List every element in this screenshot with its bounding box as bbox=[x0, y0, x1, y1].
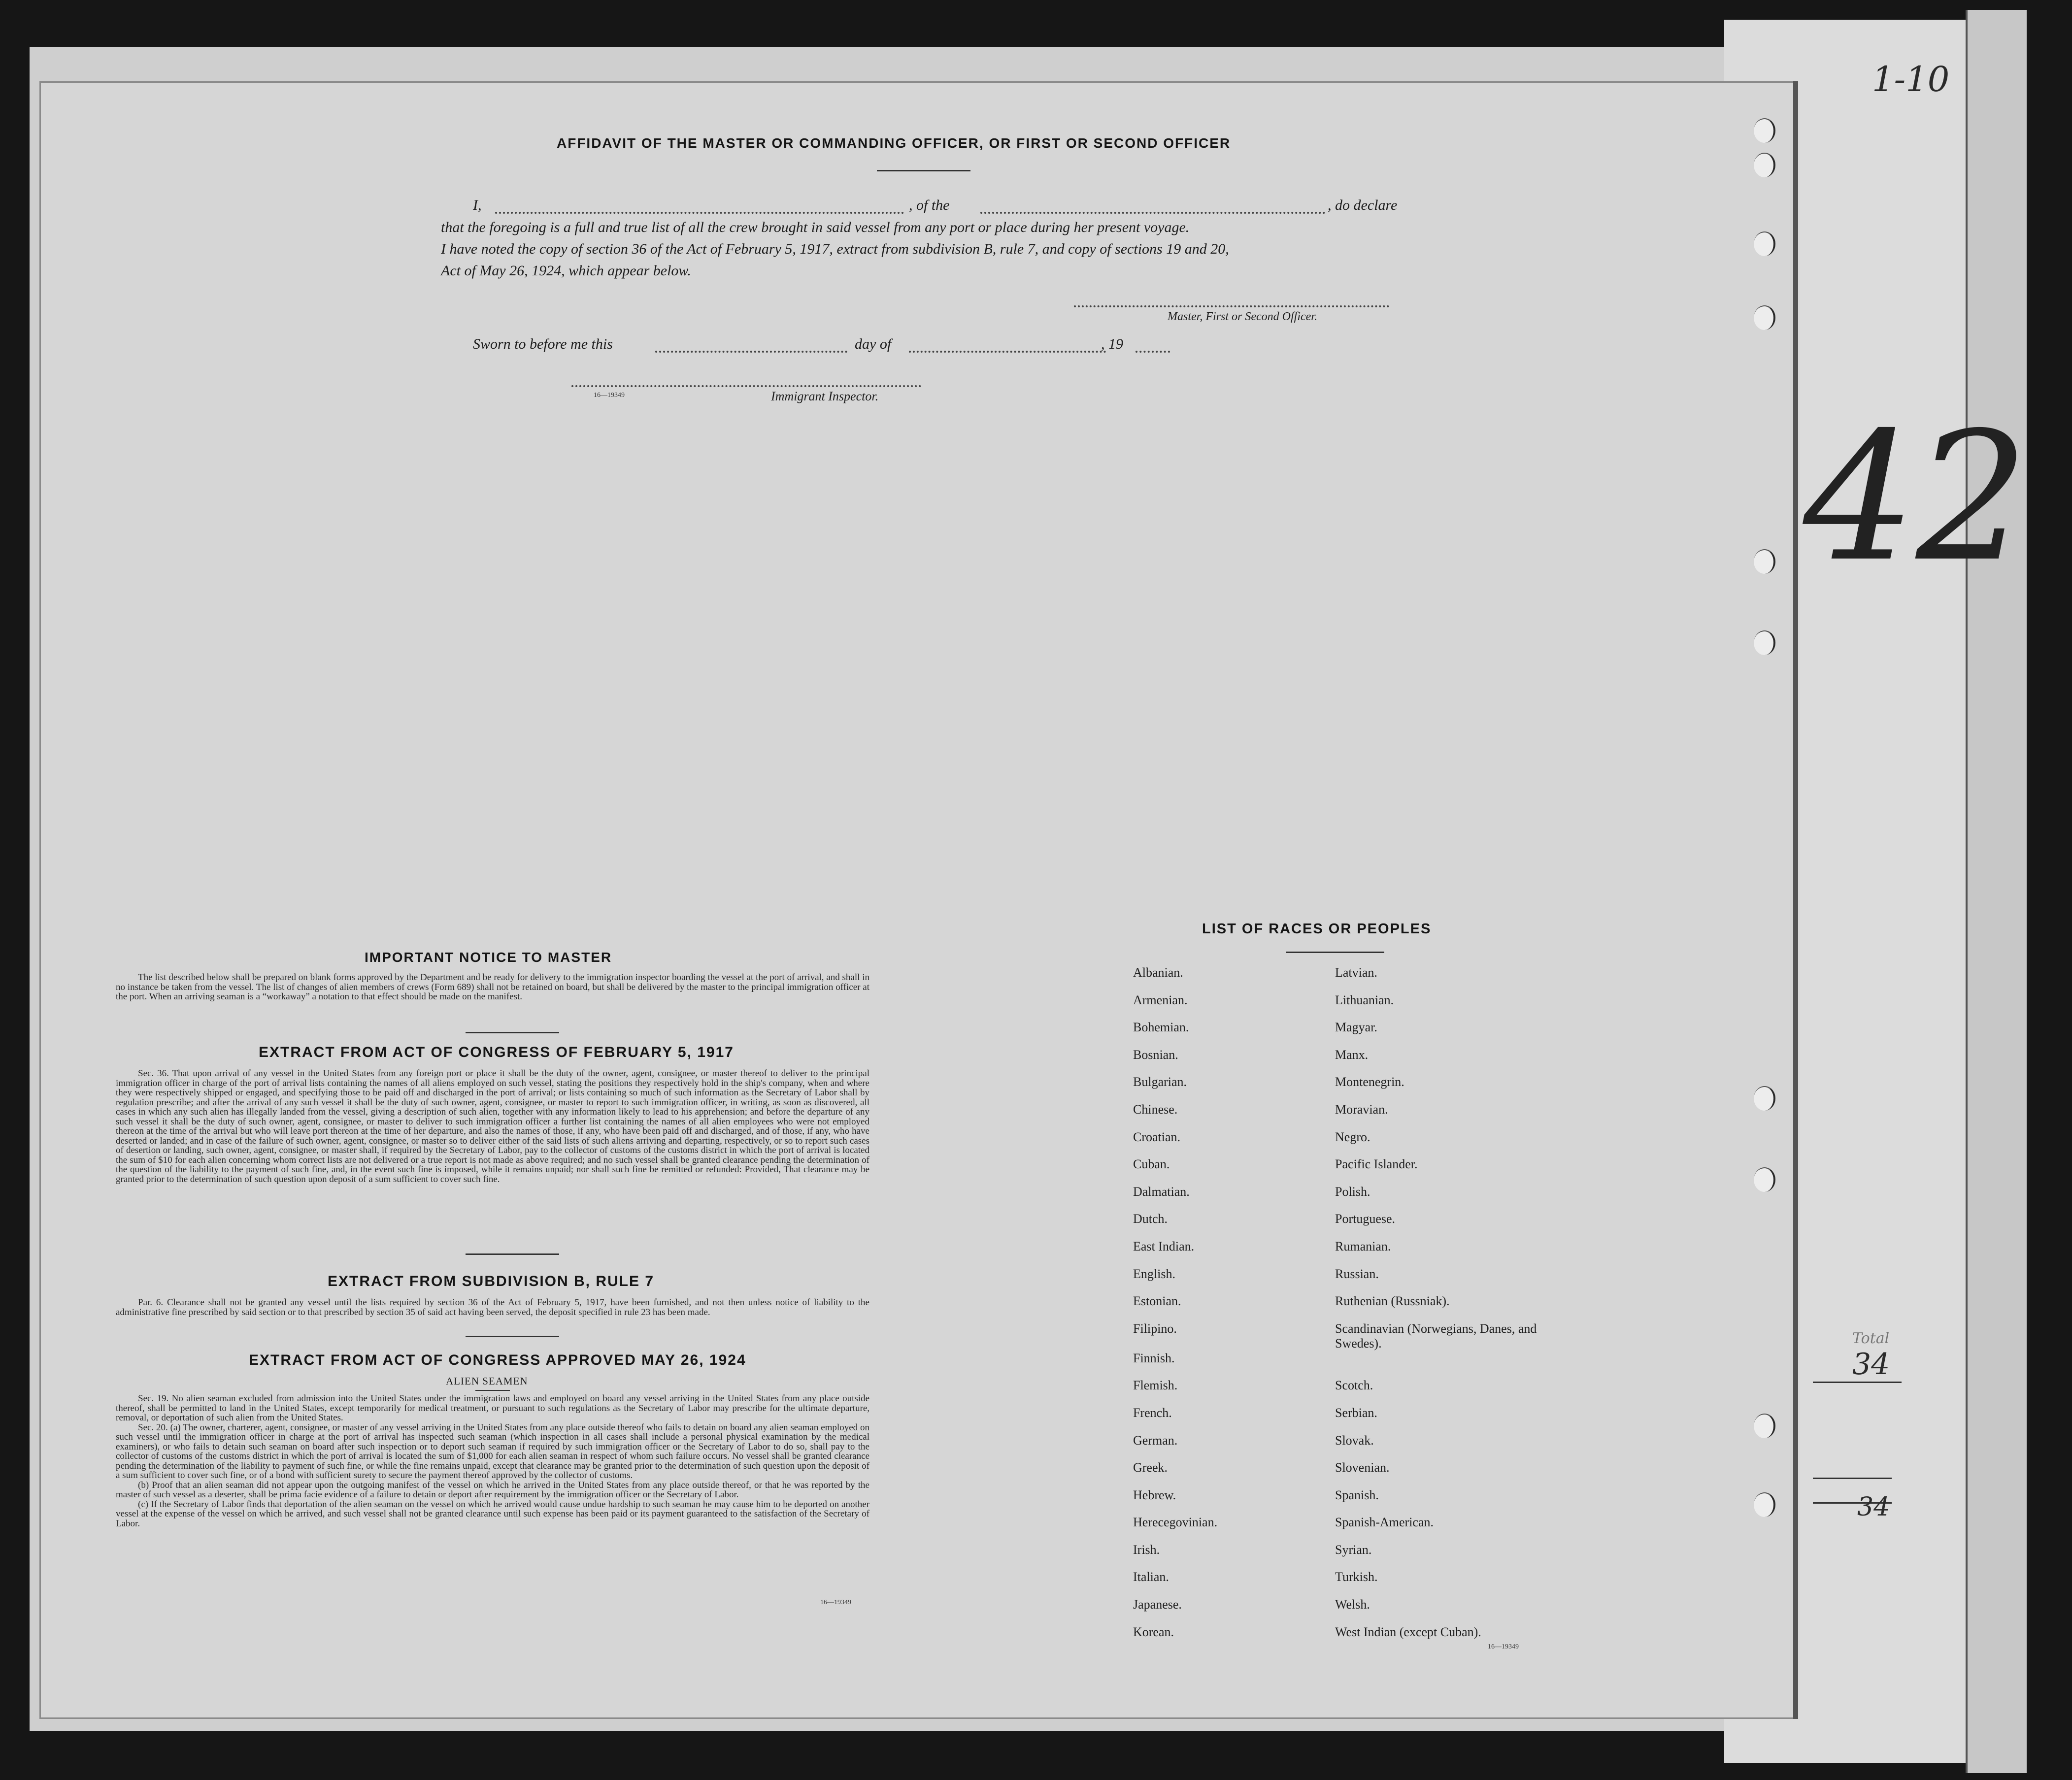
rule-7-paragraph: Par. 6. Clearance shall not be granted any vessel until the lists required by section 36 of the Act of February 5, 1917, have been furnished, and not then unless notice of liability to the administrative fine prescribed by said section or to that prescribed by section 35 of said act having been served, the deposit specified in rule 23 has been made. bbox=[116, 1297, 869, 1318]
race-left: Chinese. bbox=[1133, 1102, 1178, 1117]
races-row bbox=[1133, 1515, 1567, 1543]
name-field[interactable] bbox=[495, 212, 904, 214]
race-right: Portuguese. bbox=[1335, 1212, 1396, 1226]
extract-1917-title: EXTRACT FROM ACT OF CONGRESS OF FEBRUARY 5, 1917 bbox=[259, 1044, 734, 1060]
of-the-label: , of the bbox=[909, 197, 950, 213]
section-20c-paragraph: (c) If the Secretary of Labor finds that deportation of the alien seaman on the vessel on which he arrived would cause undue hardship to such seaman he may cause him to be deported on another vessel at the expense of the vessel on which he arrived, and such vessel shall not be granted clearance until such expense has been paid or its payment guaranteed to the satisfaction of the Secretary of Labor. bbox=[116, 1499, 869, 1529]
races-row bbox=[1133, 1597, 1567, 1625]
affidavit-line-3: I have noted the copy of section 36 of the Act of February 5, 1917, extract from subdivision B, rule 7, and copy of sections 19 and 20, bbox=[441, 241, 1229, 257]
tally-line bbox=[1813, 1382, 1902, 1383]
races-row bbox=[1133, 1239, 1567, 1267]
sworn-month-field[interactable] bbox=[909, 351, 1106, 353]
races-row bbox=[1133, 1433, 1567, 1461]
race-right: Lithuanian. bbox=[1335, 992, 1394, 1007]
race-right: Moravian. bbox=[1335, 1102, 1388, 1117]
punch-hole bbox=[1754, 305, 1775, 330]
race-right bbox=[1335, 1351, 1567, 1379]
race-left: German. bbox=[1133, 1433, 1178, 1448]
sworn-day-field[interactable] bbox=[655, 351, 847, 353]
races-row bbox=[1133, 1130, 1567, 1157]
affidavit-line-2: that the foregoing is a full and true list of all the crew brought in said vessel from any port or place during her present voyage. bbox=[441, 219, 1190, 235]
handwritten-corner-number: 1-10 bbox=[1872, 59, 1950, 99]
races-row bbox=[1133, 993, 1567, 1021]
race-right: Negro. bbox=[1335, 1129, 1370, 1144]
races-row bbox=[1133, 1406, 1567, 1433]
alien-seamen-subtitle: ALIEN SEAMEN bbox=[446, 1375, 528, 1387]
section-19-paragraph: Sec. 19. No alien seaman excluded from admission into the United States under the immigration laws and employed on board any vessel arriving in the United States from any place outside thereof, shall be permitted to land in the United States, except temporarily for medical treatment, or pursuant to such regulations as the Secretary of Labor may prescribe for the ultimate departure, removal, or deportation of such alien from the United States. bbox=[116, 1393, 869, 1423]
punch-hole bbox=[1754, 549, 1775, 574]
races-row bbox=[1133, 1075, 1567, 1102]
notice-text bbox=[116, 973, 869, 1002]
notice-rule bbox=[466, 1032, 559, 1033]
races-row bbox=[1133, 1157, 1567, 1185]
race-right: Turkish. bbox=[1335, 1570, 1378, 1584]
section-36-paragraph: Sec. 36. That upon arrival of any vessel in the United States from any foreign port or place it shall be the duty of the owner, agent, consignee, or master thereof to deliver to the principal immigration officer in charge of the port of arrival lists containing the names of all aliens employed on such vessel, stating the positions they respectively hold in the ship's company, when and where they were respectively shipped or engaged, and specifying those to be paid off and discharged in the port of arrival; or lists containing so much of such information as the Secretary of Labor shall by regulation prescribe; and after the arrival of any such vessel it shall be the duty of such owner, agent, consignee, or master to report to such immigration officer, in writing, as soon as discovered, all cases in which any such alien has illegally landed from the vessel, giving a description of such alien, together with any information likely to lead to his apprehension; and before the departure of any such vessel it shall be the duty of such owner, agent, consignee, or master to deliver to such immigration officer a further list containing the names of all alien employees who were not employed thereon at the time of the arrival but who will leave port thereon at the time of her departure, and also the names of those, if any, who have been paid off and discharged, and of those, if any, who have deserted or landed; and in case of the failure of such owner, agent, consignee, or master so to deliver either of the said lists of such aliens arriving and departing, respectively, or so to report such cases of desertion or landing, such owner, agent, consignee, or master shall, if required by the Secretary of Labor, pay to the collector of customs of the customs district in which the port of arrival is located the sum of $10 for each alien concerning whom correct lists are not delivered or a true report is not made as above required; and no such vessel shall be granted clearance pending the determination of the question of the liability to the payment of such fine, and, in the event such fine is imposed, while it remains unpaid; nor shall such fine be remitted or refunded: Provided, That clearance may be granted prior to the determination of such question upon deposit of a sum sufficient to cover such fine. bbox=[116, 1068, 869, 1185]
extract-1917-text bbox=[116, 1069, 869, 1184]
race-left: Herecegovinian. bbox=[1133, 1515, 1218, 1530]
race-left: Japanese. bbox=[1133, 1597, 1182, 1612]
race-right: Montenegrin. bbox=[1335, 1075, 1404, 1089]
races-row bbox=[1133, 1212, 1567, 1239]
punch-hole bbox=[1754, 118, 1775, 143]
race-right: Serbian. bbox=[1335, 1405, 1377, 1420]
extract-1924-title: EXTRACT FROM ACT OF CONGRESS APPROVED MAY 26, 1924 bbox=[249, 1352, 746, 1368]
race-right: Ruthenian (Russniak). bbox=[1335, 1294, 1450, 1309]
handwritten-lower-value: 34 bbox=[1857, 1492, 1890, 1522]
race-right: Welsh. bbox=[1335, 1597, 1370, 1612]
alien-seamen-rule bbox=[475, 1390, 510, 1391]
year-label: , 19 bbox=[1101, 336, 1123, 352]
affidavit-title-rule bbox=[877, 170, 970, 171]
race-right: Slovak. bbox=[1335, 1433, 1374, 1448]
races-title: LIST OF RACES OR PEOPLES bbox=[1202, 921, 1432, 937]
races-row bbox=[1133, 1267, 1567, 1294]
affidavit-line-1 bbox=[473, 197, 1409, 217]
race-left: Albanian. bbox=[1133, 965, 1183, 980]
race-right: Russian. bbox=[1335, 1266, 1379, 1281]
races-table-body bbox=[1133, 965, 1567, 1652]
races-row bbox=[1133, 1460, 1567, 1488]
punch-hole bbox=[1754, 630, 1775, 655]
notice-form-number: 16—19349 bbox=[820, 1599, 851, 1606]
race-right: Latvian. bbox=[1335, 965, 1377, 980]
sworn-label: Sworn to before me this bbox=[473, 336, 613, 352]
races-row bbox=[1133, 1048, 1567, 1075]
handwritten-total-value: 34 bbox=[1852, 1347, 1890, 1382]
races-title-rule bbox=[1286, 952, 1384, 953]
race-left: Cuban. bbox=[1133, 1157, 1170, 1172]
punch-hole bbox=[1754, 1492, 1775, 1517]
affidavit-line-4: Act of May 26, 1924, which appear below. bbox=[441, 263, 691, 279]
race-left: Armenian. bbox=[1133, 992, 1188, 1007]
race-left: Irish. bbox=[1133, 1542, 1160, 1557]
race-left: Hebrew. bbox=[1133, 1487, 1176, 1502]
race-right: Magyar. bbox=[1335, 1020, 1377, 1035]
extract-rule7-rule bbox=[466, 1336, 559, 1337]
race-left: East Indian. bbox=[1133, 1239, 1195, 1253]
section-20b-paragraph: (b) Proof that an alien seaman did not appear upon the outgoing manifest of the vessel on which he arrived in the United States from any place outside thereof, or that he was reported by the master of such vessel as a deserter, shall be prima facie evidence of a failure to detain or deport after requirement by the immigration officer or the Secretary of Labor. bbox=[116, 1480, 869, 1500]
extract-1917-rule bbox=[466, 1253, 559, 1255]
punch-hole bbox=[1754, 153, 1775, 177]
inspector-label: Immigrant Inspector. bbox=[771, 389, 879, 403]
sworn-line bbox=[473, 336, 1212, 356]
race-right: Spanish. bbox=[1335, 1487, 1379, 1502]
punch-hole bbox=[1754, 1414, 1775, 1438]
extract-rule7-title: EXTRACT FROM SUBDIVISION B, RULE 7 bbox=[328, 1273, 655, 1289]
race-left: Croatian. bbox=[1133, 1129, 1181, 1144]
race-left: Bosnian. bbox=[1133, 1047, 1178, 1062]
races-row bbox=[1133, 1102, 1567, 1130]
races-row bbox=[1133, 1570, 1567, 1597]
race-left: Estonian. bbox=[1133, 1294, 1181, 1309]
race-right: Polish. bbox=[1335, 1184, 1370, 1199]
officer-signature-field[interactable] bbox=[1074, 305, 1389, 307]
race-left: Dutch. bbox=[1133, 1212, 1168, 1226]
section-20a-paragraph: Sec. 20. (a) The owner, charterer, agent, consignee, or master of any vessel arriving in the United States from any place outside thereof who fails to detain on board any alien seaman employed on such vessel until the immigration officer in charge at the port of arrival has inspected such seaman (which inspection in all cases shall include a personal physical examination by the medical examiners), or who fails to detain such seaman on board after such inspection or to deport such seaman if required by such immigration officer or the Secretary of Labor to do so, shall pay to the collector of customs of the customs district in which the port of arrival is located the sum of $1,000 for each alien seaman in respect of whom such failure occurs. No vessel shall be granted clearance pending the determination of the liability to payment of such fine, or while the fine remains unpaid, except that clearance may be granted prior to the determination of such question upon the deposit of a sum sufficient to cover such fine, or of a bond with sufficient surety to secure the payment thereof approved by the collector of customs. bbox=[116, 1422, 869, 1481]
races-row bbox=[1133, 965, 1567, 993]
race-right: Spanish-American. bbox=[1335, 1515, 1434, 1530]
race-right: Pacific Islander. bbox=[1335, 1157, 1418, 1172]
do-declare-label: , do declare bbox=[1328, 197, 1398, 213]
affidavit-form-number: 16—19349 bbox=[594, 392, 625, 399]
handwritten-large-number: 42 bbox=[1803, 394, 2029, 600]
race-left: Filipino. bbox=[1133, 1321, 1177, 1336]
races-form-number: 16—19349 bbox=[1488, 1643, 1519, 1650]
extract-rule7-text bbox=[116, 1298, 869, 1317]
inspector-signature-field[interactable] bbox=[571, 385, 921, 387]
race-left: Dalmatian. bbox=[1133, 1184, 1190, 1199]
notice-paragraph: The list described below shall be prepared on blank forms approved by the Department and be ready for delivery to the immigration inspector boarding the vessel at the port of arrival, and shall in no instance be taken from the vessel. The list of changes of alien members of crews (Form 689) shall not be retained on board, but shall be delivered by the master to the principal immigration officer at the port. When an arriving seaman is a “workaway” a notation to that effect should be made on the manifest. bbox=[116, 972, 869, 1002]
race-right: Syrian. bbox=[1335, 1542, 1372, 1557]
punch-hole bbox=[1754, 231, 1775, 256]
back-sheet-3 bbox=[1966, 10, 2027, 1773]
race-right: Scotch. bbox=[1335, 1378, 1373, 1393]
race-left: French. bbox=[1133, 1405, 1172, 1420]
races-table bbox=[1133, 965, 1567, 1652]
race-left: English. bbox=[1133, 1266, 1175, 1281]
tally-line bbox=[1813, 1478, 1892, 1479]
affidavit-i-label: I, bbox=[473, 197, 482, 213]
extract-1924-text bbox=[116, 1394, 869, 1528]
races-row bbox=[1133, 1488, 1567, 1516]
punch-hole bbox=[1754, 1086, 1775, 1111]
race-right: Scandinavian (Norwegians, Danes, and Swedes). bbox=[1335, 1321, 1537, 1351]
sworn-year-field[interactable] bbox=[1136, 351, 1170, 353]
race-right: Slovenian. bbox=[1335, 1460, 1390, 1475]
punch-hole bbox=[1754, 1167, 1775, 1192]
race-right: Rumanian. bbox=[1335, 1239, 1391, 1253]
page-edge-right bbox=[1793, 81, 1798, 1719]
race-left: Bohemian. bbox=[1133, 1020, 1189, 1035]
races-row bbox=[1133, 1321, 1567, 1351]
day-of-label: day of bbox=[855, 336, 892, 352]
race-right: Manx. bbox=[1335, 1047, 1369, 1062]
notice-title: IMPORTANT NOTICE TO MASTER bbox=[365, 950, 612, 965]
race-left: Korean. bbox=[1133, 1624, 1174, 1639]
handwritten-total-label: Total bbox=[1852, 1330, 1890, 1347]
races-row bbox=[1133, 1020, 1567, 1048]
race-left: Finnish. bbox=[1133, 1351, 1175, 1365]
races-row bbox=[1133, 1543, 1567, 1570]
race-left: Italian. bbox=[1133, 1570, 1169, 1584]
races-row bbox=[1133, 1351, 1567, 1379]
officer-signature-label: Master, First or Second Officer. bbox=[1168, 310, 1317, 323]
race-left: Flemish. bbox=[1133, 1378, 1178, 1393]
races-row bbox=[1133, 1185, 1567, 1212]
race-left: Bulgarian. bbox=[1133, 1075, 1187, 1089]
race-right: West Indian (except Cuban). bbox=[1335, 1624, 1481, 1639]
race-left: Greek. bbox=[1133, 1460, 1168, 1475]
affidavit-title: AFFIDAVIT OF THE MASTER OR COMMANDING OFFICER, OR FIRST OR SECOND OFFICER bbox=[557, 135, 1231, 151]
races-row bbox=[1133, 1294, 1567, 1321]
races-row bbox=[1133, 1378, 1567, 1406]
vessel-name-field[interactable] bbox=[980, 212, 1325, 214]
